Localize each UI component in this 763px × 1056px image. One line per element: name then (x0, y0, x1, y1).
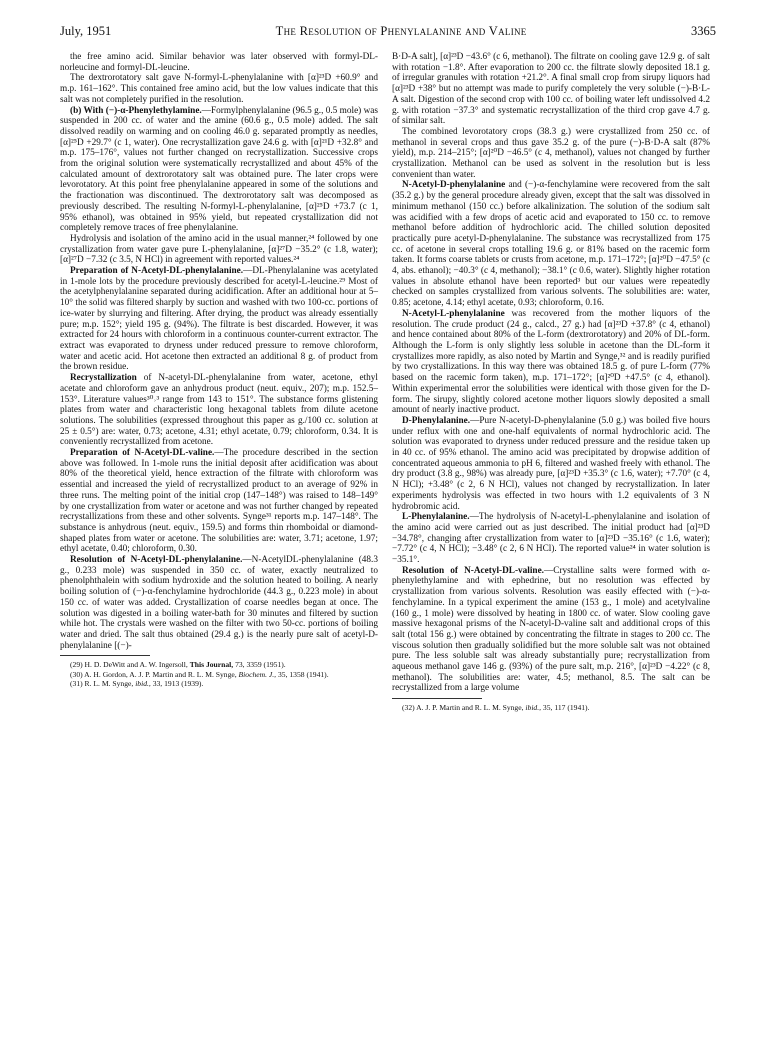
paragraph: N-Acetyl-L-phenylalanine was recovered from the mother liquors of the resolution. The crude product (24 g., calcd., 27 g.) had [α]²³D +37.8° (c 4, ethanol) and hence contained about 80% of the L-form (dextrorotatory) and 20% of DL-form. Although the L-form is only slightly less soluble in acetone than the DL-form it crystallizes more rapidly, as also noted by Martin and Synge,³² and is readily purified by two crystallizations. In this way there was obtained 18.5 g. of pure L-form (77% based on the racemic form taken), m.p. 171–172°; [α]²⁰D +47.5° (c 4, ethanol). Within experimental error the solubilities were identical with those given for the D-form. The sirupy, slightly colored acetone mother liquors slowly deposited a small amount of nearly inactive product. (392, 308, 710, 416)
header-title: The Resolution of Phenylalanine and Valine (275, 24, 527, 38)
paragraph: L-Phenylalanine.—The hydrolysis of N-acetyl-L-phenylalanine and isolation of the amino acid were carried out as just described. The initial product had [α]²³D −34.78°, changing after crystallization from water to [α]²³D −35.16° (c 1.6, water); −7.72° (c 4, N HCl); −3.48° (c 2, 6 N HCl). The reported value²⁴ in water solution is −35.1°. (392, 512, 710, 566)
right-footnotes (392, 703, 710, 712)
paragraph: Recrystallization of N-acetyl-DL-phenylalanine from water, acetone, ethyl acetate and chloroform gave an anhydrous product (neut. equiv., 207); m.p. 152.5–153°. Literature values³⁰˒³ range from 143 to 151°. The substance forms glistening plates from water and characteristic long hexagonal tablets from dilute acetone solutions. The solubilities (expressed throughout this paper as g./100 cc. solution at 25 ± 0.5°) are: water, 0.73; acetone, 4.31; ethyl acetate, 0.79; chloroform, 0.34. It is conveniently recrystallized from acetone. (60, 373, 378, 448)
paragraph: Preparation of N-Acetyl-DL-phenylalanine.—DL-Phenylalanine was acetylated in 1-mole lots by the procedure previously described for acetyl-L-leucine.²⁹ Most of the acetylphenylalanine separated during acidification. After an additional hour at 5–10° the solid was filtered sharply by suction and washed with two 100-cc. portions of ice-water by slurrying and filtering. After drying, the product was already essentially pure; m.p. 152°; yield 195 g. (94%). The filtrate is best discarded. However, it was extracted for 24 hours with chloroform in a continuous counter-current extractor. The extract was evaporated to dryness under reduced pressure to remove chloroform, water and acetic acid. Hot acetone then extracted an additional 8 g. of product from the brown residue. (60, 266, 378, 373)
footnote: (32) A. J. P. Martin and R. L. M. Synge, ibid., 35, 117 (1941). (402, 703, 590, 713)
paragraph: N-Acetyl-D-phenylalanine and (−)-α-fenchylamine were recovered from the salt (35.2 g.) by the general procedure already given, except that the salt was dissolved in minimum methanol (150 cc.) before alkalinization. The solution of the sodium salt was acidified with a few drops of acetic acid and evaporated to 150 cc. to remove methanol before addition of hydrochloric acid. The chilled solution deposited practically pure acetyl-D-phenylalanine. The substance was recrystallized from 175 cc. of acetone in several crops totalling 19.6 g. or 81% based on the racemic form taken. It forms coarse tablets or crusts from acetone, m.p. 171–172°; [α]²⁰D −47.5° (c 4, abs. ethanol); −40.3° (c 4, methanol); −38.1° (c 0.6, water). Slightly higher rotation values in absolute ethanol have been reported³ but our values were repeatedly checked on samples crystallized from various solvents. The solubilities are: water, 0.85; acetone, 4.14; ethyl acetate, 0.93; chloroform, 0.16. (392, 180, 710, 309)
paragraph: D-Phenylalanine.—Pure N-acetyl-D-phenylalanine (5.0 g.) was boiled five hours under reflux with one and one-half equivalents of normal hydrochloric acid. The solution was evaporated to dryness under reduced pressure and the residue taken up in 40 cc. of 95% ethanol. The amino acid was precipitated by dropwise addition of concentrated aqueous ammonia to pH 6, filtered and washed freely with ethanol. The dry product (3.8 g., 98%) was already pure, [α]²³D +35.3° (c 1.6, water); +7.70° (c 4, N HCl); +3.48° (c 2, 6 N HCl), values not changed by recrystallization. In later experiments hydrolysis was effected in two hours with 1.2 equivalents of 3 N hydrobromic acid. (392, 415, 710, 512)
footnote: (29) H. D. DeWitt and A. W. Ingersoll, This Journal, 73, 3359 (1951). (70, 660, 286, 670)
left-column (60, 52, 378, 1007)
paragraph: Preparation of N-Acetyl-DL-valine.—The procedure described in the section above was followed. In 1-mole runs the initial deposit after acidification was about 80% of the theoretical yield, hence extraction of the filtrate with chloroform was essential and increased the yield of recrystallized product to an average of 92% in three runs. The melting point of the initial crop (147–148°) was raised to 148–149° by one crystallization from water or acetone and was not further changed by repeated recrystallizations from these and other solvents. Synge³¹ reports m.p. 147–148°. The substance is anhydrous (neut. equiv., 159.5) and forms thin rhomboidal or diamond-shaped plates from water or acetone. The solubilities are: water, 3.71; acetone, 1.97; ethyl acetate, 0.40; chloroform, 0.30. (60, 448, 379, 555)
header-page-number: 3365 (690, 24, 716, 38)
paragraph: Hydrolysis and isolation of the amino acid in the usual manner,²⁴ followed by one crystallization from water gave pure L-phenylalanine, [α]²⁷D −35.2° (c 1.8, water); [α]²⁷D −7.32 (c 3.5, N HCl) in agreement with reported values.²⁴ (60, 233, 378, 266)
right-column (392, 52, 710, 1012)
footnote-rule (392, 698, 482, 699)
right-body (392, 52, 710, 694)
paragraph: The dextrorotatory salt gave N-formyl-L-phenylalanine with [α]²³D +60.9° and m.p. 161–162°. This contained free amino acid, but the low values indicate that this salt was not completely purified in the resolution. (60, 73, 378, 105)
paragraph: Resolution of N-Acetyl-DL-valine.—Crystalline salts were formed with α-phenylethylamine and with ephedrine, but no resolution was effected by crystallization from various solvents. Resolution was easily effected with (−)-α-fenchylamine. In a typical experiment the amine (153 g., 1 mole) and acetylvaline (160 g., 1 mole) were dissolved by heating in 1800 cc. of water. Slow cooling gave massive hexagonal prisms of the N-acetyl-D-valine salt and additional crops of this salt (total 156 g.) were obtained by concentrating the filtrate in stages to 200 cc. The viscous solution then gradually solidified but the more soluble salt was not obtained pure. The less soluble salt was already substantially pure; recrystallization from aqueous methanol gave 146 g. (93%) of the pure salt, m.p. 216°, [α]²³D −4.22° (c 8, methanol). The solubilities are: water, 4.5; methanol, 8.5. The salt can be recrystallized from a large volume (392, 565, 710, 694)
paragraph: (b) With (−)-α-Phenylethylamine.—Formylphenylalanine (96.5 g., 0.5 mole) was suspended in 200 cc. of water and the amine (60.6 g., 0.5 mole) added. The salt dissolved readily on warming and on cooling 46.0 g. separated promptly as needles, [α]²⁵D +29.7° (c 1, water). One recrystallization gave 24.6 g. with [α]²¹D +32.8° and m.p. 175–176°, values not further changed on recrystallization. Successive crops from the original solution were systematically recrystallized and about 45% of the calculated amount of dextrorotatory salt was obtained pure. The later crops were levorotatory. At this point free phenylalanine appeared in some of the solutions and the fractionation was discontinued. The dextrorotatory salt was decomposed as previously described. The resulting N-formyl-L-phenylalanine, [α]²⁵D +73.7 (c 1, 95% ethanol), was obtained in 95% yield, but repeated crystallization did not completely remove traces of free phenylalanine. (60, 105, 379, 234)
paragraph: the free amino acid. Similar behavior was later observed with formyl-DL-norleucine and formyl-DL-leucine. (60, 52, 378, 73)
footnote-rule (60, 655, 150, 656)
page-header (60, 24, 716, 40)
footnote: (31) R. L. M. Synge, ibid., 33, 1913 (1939). (70, 678, 204, 688)
footnote: (30) A. H. Gordon, A. J. P. Martin and R. L. M. Synge, Biochem. J., 35, 1358 (1941). (70, 669, 329, 679)
paragraph: Resolution of N-Acetyl-DL-phenylalanine.—N-AcetylDL-phenylalanine (48.3 g., 0.233 mole) was suspended in 350 cc. of water, exactly neutralized to phenolphthalein with sodium hydroxide and the solution heated to boiling. A nearly boiling solution of (−)-α-fenchylamine hydrochloride (44.3 g., 0.223 mole) in about 150 cc. of water was added. Crystallization of coarse needles began at once. The solution was digested in a boiling water-bath for 30 minutes and filtered by suction while hot. The crystals were washed on the filter with two 50-cc. portions of boiling water and dried. The salt thus obtained (29.4 g.) is the nearly pure salt of acetyl-D-phenylalanine [(−)- (60, 555, 378, 651)
left-body (60, 52, 378, 651)
left-footnotes (60, 660, 378, 688)
paragraph: The combined levorotatory crops (38.3 g.) were crystallized from 250 cc. of methanol in several crops and thus gave 35.2 g. of the pure (−)-B·D-A salt (87% yield), m.p. 214–215°; [α]²⁰D −46.5° (c 4, methanol), values not changed by further crystallization. Methanol can be used as solvent in the resolution but is less convenient than water. (392, 126, 710, 180)
header-date: July, 1951 (60, 24, 112, 38)
paragraph: B·D-A salt], [α]²³D −43.6° (c 6, methanol). The filtrate on cooling gave 12.9 g. of salt with rotation −1.8°. After evaporation to 200 cc. the filtrate slowly deposited 18.1 g. of irregular granules with rotation +21.2°. A final small crop from sirupy liquors had [α]²³D +38° but no attempt was made to purify completely the very soluble (−)-B·L-A salt. Digestion of the second crop with 100 cc. of boiling water left undissolved 4.2 g. with rotation −37.3° and systematic recrystallization of the third crop gave 4.7 g. of similar salt. (392, 52, 710, 127)
